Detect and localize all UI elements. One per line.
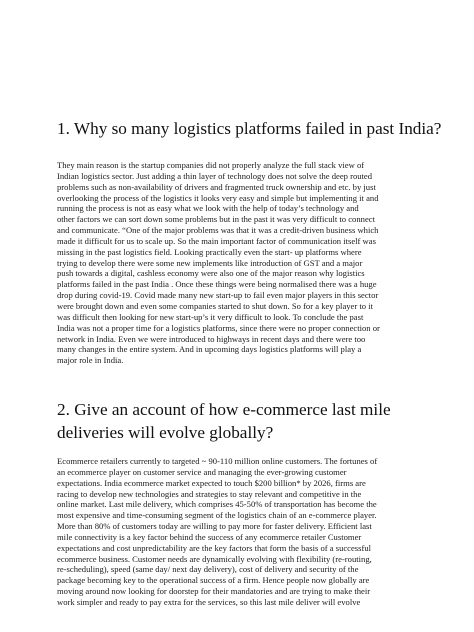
text-line: other factors we can sort down some problems but in the past it was very difficult to connect [57,214,375,225]
section-1-heading: 1. Why so many logistics platforms failed in past India? [57,119,442,138]
text-line: most expensive and time-consuming segment of the logistics chain of an e-commerce player. [57,510,377,521]
text-line: expectations and cost unpredictability are the key factors that form the basis of a successful [57,542,372,553]
section-2-paragraph [57,456,377,608]
section-1-paragraph [57,160,380,366]
text-line: an ecommerce player on customer service and managing the ever-growing customer [57,466,347,477]
text-line: network in India. Even we were introduced to highways in recent days and there were too [57,333,366,344]
text-line: re-scheduling), speed (same day/ next day delivery), cost of delivery and security of the [57,564,359,575]
text-line: major role in India. [57,355,124,366]
section-2-heading [57,398,457,444]
text-line: racing to develop new technologies and strategies to stay relevant and competitive in the [57,488,362,499]
text-line: mile connectivity is a key factor behind the success of any ecommerce retailer Customer [57,531,362,542]
text-line: expectations. India ecommerce market expected to touch $200 billion* by 2026, firms are [57,477,366,488]
text-line: India was not a proper time for a logistics platforms, since there were no proper connection or [57,322,380,333]
text-line: platforms failed in the past India . Once these things were being normalised there was a huge [57,279,377,290]
text-line: made it difficult for us to scale up. So the main important factor of communication itself was [57,235,376,246]
text-line: was difficult then looking for new start-up’s it very difficult to look. To conclude the past [57,311,364,322]
text-line: ecommerce business. Customer needs are dynamically evolving with flexibility (re-routing, [57,553,372,564]
text-line: trying to develop there were some new implements like introduction of GST and a major [57,257,363,268]
text-line: Indian logistics sector. Just adding a thin layer of technology does not solve the deep routed [57,170,373,181]
text-line: work simpler and ready to pay extra for the services, so this last mile deliver will evolve [57,596,361,607]
text-line: running the process is not as easy what we look with the help of today’s technology and [57,203,359,214]
text-line: push towards a digital, cashless economy were also one of the major reason why logistics [57,268,365,279]
heading-line: deliveries will evolve globally? [57,423,274,442]
text-line: overlooking the process of the logistics it looks very easy and simple but implementing it and [57,192,379,203]
text-line: They main reason is the startup companies did not properly analyze the full stack view of [57,160,365,170]
text-line: Ecommerce retailers currently to targeted ~ 90-110 million online customers. The fortunes of [57,456,378,466]
heading-line: 2. Give an account of how e-commerce last mile [57,400,391,419]
text-line: were brought down and even some companies started to shut down. So for a key player to it [57,300,373,311]
text-line: missing in the past logistics field. Looking practically even the start- up platforms where [57,246,362,257]
text-line: drop during covid-19. Covid made many new start-up to fail even major players in this sector [57,290,379,301]
text-line: and communicate. “One of the major problems was that it was a credit-driven business which [57,225,379,236]
text-line: online market. Last mile delivery, which comprises 45-50% of transportation has become the [57,499,377,510]
text-line: More than 80% of customers today are willing to pay more for faster delivery. Efficient last [57,521,372,532]
text-line: problems such as non-availability of drivers and fragmented truck ownership and etc. by just [57,181,376,192]
text-line: many changes in the entire system. And in upcoming days logistics platforms will play a [57,344,362,355]
text-line: package becoming key to the operational success of a firm. Hence people now globally are [57,575,370,586]
text-line: moving around now looking for doorstep for their mandatories and are trying to make their [57,586,371,597]
